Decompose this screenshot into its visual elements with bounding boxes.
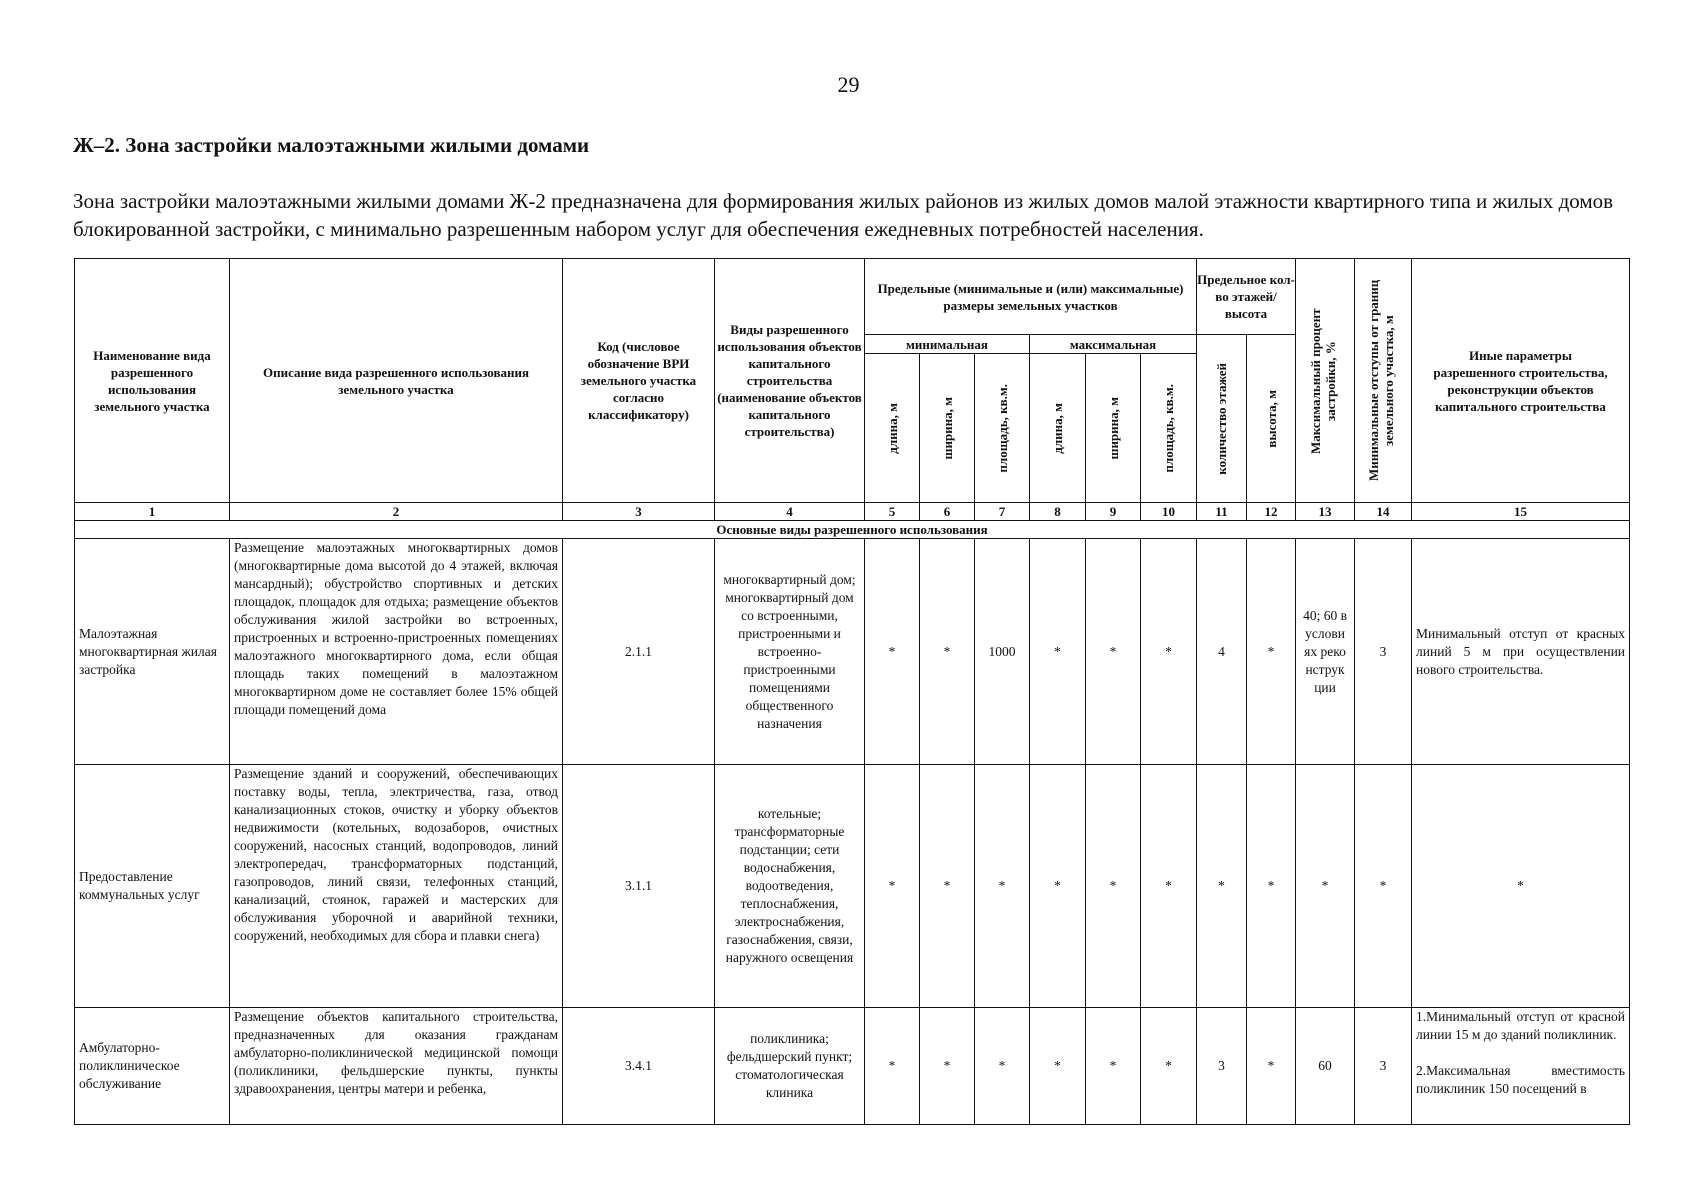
column-number: 13 xyxy=(1296,503,1355,521)
table-row xyxy=(75,765,1630,1008)
row-min-length: * xyxy=(865,1008,920,1125)
header-objects: Виды разрешенного использования объектов капитального строительства (наименование объектов капитального строительства) xyxy=(715,259,865,503)
row-other-item-1: 1.Минимальный отступ от красной линии 15 м до зданий поликлиник. xyxy=(1416,1009,1626,1042)
column-number: 4 xyxy=(715,503,865,521)
row-code: 3.1.1 xyxy=(563,765,715,1008)
header-min-width xyxy=(920,354,975,503)
header-height xyxy=(1247,335,1296,503)
table-row xyxy=(75,1008,1630,1125)
row-setback: * xyxy=(1355,765,1412,1008)
header-code: Код (числовое обозначение ВРИ земельного участка согласно классификатору) xyxy=(563,259,715,503)
column-number: 9 xyxy=(1086,503,1141,521)
row-min-width: * xyxy=(920,539,975,765)
row-min-length: * xyxy=(865,539,920,765)
header-other: Иные параметры разрешенного строительства, реконструкции объектов капитального строительства xyxy=(1412,259,1630,503)
header-min-area-text: площадь, кв.м. xyxy=(994,383,1010,473)
column-number: 2 xyxy=(230,503,563,521)
row-build-percent: * xyxy=(1296,765,1355,1008)
row-min-width: * xyxy=(920,765,975,1008)
row-max-width: * xyxy=(1086,1008,1141,1125)
header-min-length xyxy=(865,354,920,503)
page-number: 29 xyxy=(837,72,860,97)
header-build-percent-text: Максимальный процент застройки, % xyxy=(1308,307,1339,454)
zoning-table xyxy=(74,258,1630,1125)
row-floors: * xyxy=(1197,765,1247,1008)
column-number: 7 xyxy=(975,503,1030,521)
row-max-length: * xyxy=(1030,539,1086,765)
column-number: 6 xyxy=(920,503,975,521)
row-max-area: * xyxy=(1141,539,1197,765)
column-number: 11 xyxy=(1197,503,1247,521)
column-number: 10 xyxy=(1141,503,1197,521)
header-description: Описание вида разрешенного использования земельного участка xyxy=(230,259,563,503)
header-max-width-text: ширина, м xyxy=(1105,396,1121,460)
header-max-length-text: длина, м xyxy=(1050,402,1065,454)
column-number: 12 xyxy=(1247,503,1296,521)
row-max-width: * xyxy=(1086,765,1141,1008)
header-name: Наименование вида разрешенного использования земельного участка xyxy=(75,259,230,503)
row-setback: 3 xyxy=(1355,539,1412,765)
header-limits: Предельные (минимальные и (или) максимальные) размеры земельных участков xyxy=(865,259,1197,335)
intro-paragraph: Зона застройки малоэтажными жилыми домами Ж-2 предназначена для формирования жилых районов из жилых домов малой этажности квартирного типа и жилых домов блокированной застройки, с минимально разрешенным набором услуг для обеспечения ежедневных потребностей населения. xyxy=(73,189,1614,241)
column-number: 8 xyxy=(1030,503,1086,521)
column-numbers-row xyxy=(75,503,1630,521)
header-maximal: максимальная xyxy=(1030,335,1197,354)
row-other-item-2: 2.Максимальная вместимость поликлиник 150 посещений в xyxy=(1416,1063,1626,1096)
row-min-length: * xyxy=(865,765,920,1008)
row-name: Предоставление коммунальных услуг xyxy=(75,765,230,1008)
row-max-length: * xyxy=(1030,765,1086,1008)
row-min-area: 1000 xyxy=(975,539,1030,765)
header-setback-text: Минимальные отступы от границ земельного участка, м xyxy=(1366,279,1397,482)
header-height-text: высота, м xyxy=(1263,389,1279,448)
row-description: Размещение малоэтажных многоквартирных домов (многоквартирные дома высотой до 4 этажей, включая мансардный); обустройство спортивных и детских площадок, площадок для отдыха; размещение объектов обслуживания жилой застройки во встроенных, пристроенных и встроенно-пристроенных помещениях малоэтажного многоквартирного дома, если общая площадь таких помещений в малоэтажном многоквартирном доме не составляет более 15% общей площади помещений дома xyxy=(230,539,563,765)
header-max-length xyxy=(1030,354,1086,503)
row-max-length: * xyxy=(1030,1008,1086,1125)
row-build-percent: 60 xyxy=(1296,1008,1355,1125)
header-floors-text: количество этажей xyxy=(1214,362,1230,475)
column-number: 1 xyxy=(75,503,230,521)
row-height: * xyxy=(1247,539,1296,765)
header-minimal: минимальная xyxy=(865,335,1030,354)
column-number: 14 xyxy=(1355,503,1412,521)
header-setback xyxy=(1355,259,1412,503)
header-floors-group: Предельное кол-во этажей/ высота xyxy=(1197,259,1296,335)
section-row xyxy=(75,521,1630,539)
header-min-width-text: ширина, м xyxy=(939,396,955,460)
row-floors: 3 xyxy=(1197,1008,1247,1125)
row-objects: поликлиника; фельдшерский пункт; стоматологическая клиника xyxy=(715,1008,865,1125)
row-other: Минимальный отступ от красных линий 5 м при осуществлении нового строительства. xyxy=(1412,539,1630,765)
header-floors xyxy=(1197,335,1247,503)
row-height: * xyxy=(1247,765,1296,1008)
header-min-area xyxy=(975,354,1030,503)
row-max-area: * xyxy=(1141,1008,1197,1125)
row-floors: 4 xyxy=(1197,539,1247,765)
row-height: * xyxy=(1247,1008,1296,1125)
header-min-length-text: длина, м xyxy=(884,402,900,454)
row-objects: котельные; трансформаторные подстанции; сети водоснабжения, водоотведения, теплоснабжения, электроснабжения, газоснабжения, связи, наружного освещения xyxy=(715,765,865,1008)
row-min-area: * xyxy=(975,1008,1030,1125)
row-min-area: * xyxy=(975,765,1030,1008)
row-max-width: * xyxy=(1086,539,1141,765)
header-build-percent xyxy=(1296,259,1355,503)
row-name: Амбулаторно-поликлиническое обслуживание xyxy=(75,1008,230,1125)
row-build-percent: 40; 60 в условиях реконструкции xyxy=(1296,539,1355,765)
row-other: * xyxy=(1412,765,1630,1008)
section-title: Основные виды разрешенного использования xyxy=(75,521,1630,539)
row-max-area: * xyxy=(1141,765,1197,1008)
header-max-width xyxy=(1086,354,1141,503)
table-row xyxy=(75,539,1630,765)
row-code: 3.4.1 xyxy=(563,1008,715,1125)
column-number: 5 xyxy=(865,503,920,521)
column-number: 3 xyxy=(563,503,715,521)
row-objects: многоквартирный дом; многоквартирный дом со встроенными, пристроенными и встроенно-пристроенными помещениями общественного назначения xyxy=(715,539,865,765)
header-max-area xyxy=(1141,354,1197,503)
paragraph-gap xyxy=(1416,1044,1625,1062)
section-heading: Ж–2. Зона застройки малоэтажными жилыми домами xyxy=(73,133,590,157)
row-min-width: * xyxy=(920,1008,975,1125)
row-code: 2.1.1 xyxy=(563,539,715,765)
row-description: Размещение объектов капитального строительства, предназначенных для оказания гражданам амбулаторно-поликлинической медицинской помощи (поликлиники, фельдшерские пункты, пункты здравоохранения, центры матери и ребенка, xyxy=(230,1008,563,1125)
row-other xyxy=(1412,1008,1630,1125)
row-description: Размещение зданий и сооружений, обеспечивающих поставку воды, тепла, электричества, газа, отвод канализационных стоков, очистку и уборку объектов недвижимости (котельных, водозаборов, очистных сооружений, насосных станций, водопроводов, линий электропередач, трансформаторных подстанций, газопроводов, линий связи, телефонных станций, канализаций, стоянок, гаражей и мастерских для обслуживания уборочной и аварийной техники, сооружений, необходимых для сбора и плавки снега) xyxy=(230,765,563,1008)
header-max-area-text: площадь, кв.м. xyxy=(1161,383,1177,473)
column-number: 15 xyxy=(1412,503,1630,521)
row-name: Малоэтажная многоквартирная жилая застройка xyxy=(75,539,230,765)
row-setback: 3 xyxy=(1355,1008,1412,1125)
